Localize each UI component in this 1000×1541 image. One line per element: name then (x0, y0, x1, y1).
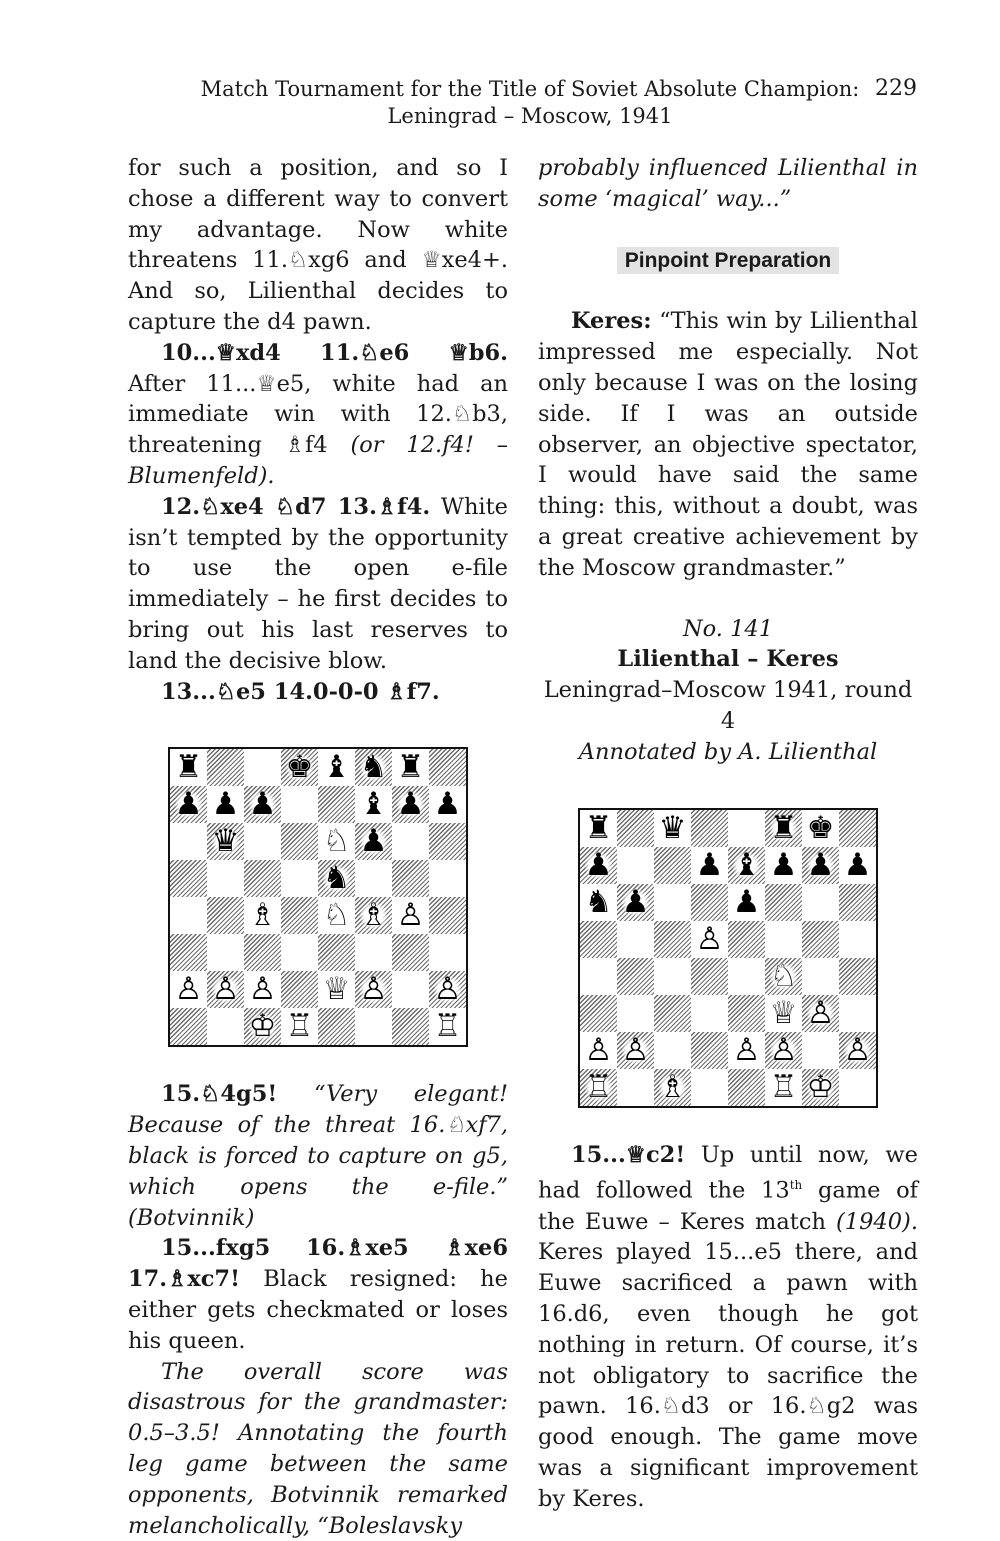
board-square (839, 1032, 876, 1069)
board-square (580, 1032, 617, 1069)
paragraph (128, 492, 508, 677)
board-square (429, 1008, 466, 1045)
chess-piece: ♚ (806, 809, 835, 846)
board-square (691, 1069, 728, 1106)
board-square (207, 860, 244, 897)
board-square (617, 921, 654, 958)
chess-piece: ♝ (322, 749, 351, 786)
board-square (244, 786, 281, 823)
chess-piece: ♘ (322, 823, 351, 860)
board-square (170, 786, 207, 823)
board-square (318, 1008, 355, 1045)
board-square (728, 958, 765, 995)
board-square (802, 847, 839, 884)
chess-piece: ♟ (695, 846, 724, 883)
board-square (207, 971, 244, 1008)
chess-piece: ♛ (658, 809, 687, 846)
board-square (207, 897, 244, 934)
chess-piece: ♞ (322, 860, 351, 897)
chess-piece: ♖ (433, 1008, 462, 1045)
chess-piece: ♟ (584, 846, 613, 883)
chess-piece: ♟ (769, 846, 798, 883)
section-heading (538, 245, 918, 277)
game-annotator: Annotated by A. Lilienthal (578, 738, 878, 765)
board-square (170, 971, 207, 1008)
chess-piece: ♙ (248, 971, 277, 1008)
board-square (691, 810, 728, 847)
board-square (392, 749, 429, 786)
board-square (839, 810, 876, 847)
paragraph: The overall score was disastrous for the grandmaster: 0.5–3.5! Annotating the fourth leg game between the same opponents, Botvinnik remarked melancholically, “Boleslavsky (128, 1358, 508, 1539)
chess-piece: ♚ (285, 749, 314, 786)
board-square (170, 1008, 207, 1045)
board-square (654, 1032, 691, 1069)
board-square (318, 749, 355, 786)
chess-piece: ♔ (806, 1068, 835, 1105)
board-square (802, 995, 839, 1032)
year: (1940). (836, 1208, 918, 1235)
paragraph (128, 1079, 508, 1233)
paragraph (538, 306, 918, 583)
board-square (654, 1069, 691, 1106)
text: After 11...♕e5, white had an immediate win with 12.♘b3, threatening ♗f4 (128, 370, 508, 459)
chess-diagram-1 (168, 747, 468, 1047)
superscript: th (789, 1178, 803, 1193)
board-square (802, 958, 839, 995)
board-square (170, 823, 207, 860)
left-column (128, 153, 508, 1541)
chess-piece: ♗ (248, 897, 277, 934)
board-square (728, 810, 765, 847)
board-square (170, 749, 207, 786)
players: Lilienthal – Keres (617, 646, 839, 673)
text: White isn’t tempted by the opportunity to use the open e-file immediately – he first decides to bring out his last reserves to land the decisive blow. (128, 493, 508, 674)
board-square (802, 1032, 839, 1069)
board-square (691, 921, 728, 958)
board-square (429, 786, 466, 823)
board-square (392, 934, 429, 971)
chess-piece: ♖ (285, 1008, 314, 1045)
chess-piece: ♙ (621, 1031, 650, 1068)
game-number: No. 141 (682, 615, 774, 642)
board-square (580, 995, 617, 1032)
moves: 15...♕c2! (571, 1141, 686, 1168)
moves: 13...♘e5 14.0-0-0 ♗f7. (161, 678, 440, 705)
board-square (281, 823, 318, 860)
paragraph (128, 1233, 508, 1356)
board-square (654, 884, 691, 921)
board-square (728, 995, 765, 1032)
text: Up until now, we had followed the 13 (538, 1141, 918, 1204)
paragraph (538, 1140, 918, 1515)
board-square (355, 860, 392, 897)
board-square (392, 823, 429, 860)
chess-piece: ♜ (584, 809, 613, 846)
board-square (691, 847, 728, 884)
text: “This win by Lilienthal impressed me especially. Not only because I was on the losing side. If I was an outside observer, an objective spectator, I would have said the same thing: this, without a doubt, was a great creative achievement by the Moscow grandmaster.” (538, 308, 918, 581)
board-square (318, 786, 355, 823)
board-square (355, 971, 392, 1008)
board-square (580, 958, 617, 995)
chess-piece: ♟ (359, 823, 388, 860)
chess-piece: ♟ (211, 786, 240, 823)
paragraph (128, 338, 508, 492)
chess-piece: ♖ (769, 1068, 798, 1105)
chess-piece: ♕ (322, 971, 351, 1008)
board-square (281, 897, 318, 934)
chess-piece: ♙ (359, 971, 388, 1008)
moves: 15.♘4g5! (161, 1081, 278, 1108)
board-square (244, 897, 281, 934)
chess-piece: ♙ (584, 1031, 613, 1068)
chess-piece: ♟ (396, 786, 425, 823)
board-square (765, 847, 802, 884)
board-square (281, 1008, 318, 1045)
board-square (765, 884, 802, 921)
board-square (207, 786, 244, 823)
board-square (839, 995, 876, 1032)
chess-piece: ♟ (806, 846, 835, 883)
chess-piece: ♟ (248, 786, 277, 823)
board-square (318, 897, 355, 934)
board-square (429, 749, 466, 786)
board-square (728, 847, 765, 884)
board-square (654, 958, 691, 995)
board-square (355, 749, 392, 786)
board-square (654, 810, 691, 847)
board-square (654, 995, 691, 1032)
board-square (839, 884, 876, 921)
board-square (429, 934, 466, 971)
chess-piece: ♞ (584, 883, 613, 920)
chess-piece: ♙ (806, 994, 835, 1031)
moves: 15...fxg5 16.♗xe5 ♗xe6 17.♗xc7! (128, 1235, 508, 1293)
board-square (281, 786, 318, 823)
chess-piece: ♜ (174, 749, 203, 786)
chess-diagram-2 (578, 808, 878, 1108)
chess-piece: ♙ (769, 1031, 798, 1068)
board-square (839, 847, 876, 884)
board-square (355, 1008, 392, 1045)
page-number: 229 (875, 76, 917, 101)
chess-piece: ♘ (322, 897, 351, 934)
chess-piece: ♙ (211, 971, 240, 1008)
board-square (281, 934, 318, 971)
board-square (728, 921, 765, 958)
board-square (429, 897, 466, 934)
board-square (580, 884, 617, 921)
board-square (244, 749, 281, 786)
speaker: Keres: (571, 308, 652, 335)
chess-piece: ♙ (174, 971, 203, 1008)
chess-piece: ♜ (769, 809, 798, 846)
board-square (802, 810, 839, 847)
board-square (207, 749, 244, 786)
section-title: Pinpoint Preparation (617, 247, 840, 274)
chess-piece: ♞ (359, 749, 388, 786)
chess-piece: ♜ (396, 749, 425, 786)
chess-piece: ♗ (359, 897, 388, 934)
chess-piece: ♟ (433, 786, 462, 823)
chess-piece: ♟ (174, 786, 203, 823)
board-square (392, 971, 429, 1008)
board-square (617, 1069, 654, 1106)
board-square (318, 971, 355, 1008)
chess-piece: ♙ (732, 1031, 761, 1068)
board-square (170, 860, 207, 897)
board-square (392, 897, 429, 934)
chess-piece: ♛ (211, 823, 240, 860)
board-square (244, 860, 281, 897)
board-square (617, 995, 654, 1032)
board-square (244, 823, 281, 860)
chess-piece: ♝ (732, 846, 761, 883)
board-square (580, 847, 617, 884)
board-square (802, 1069, 839, 1106)
board-square (281, 971, 318, 1008)
game-players (538, 644, 918, 675)
board-square (765, 921, 802, 958)
right-column (538, 153, 918, 1515)
board-square (728, 884, 765, 921)
chess-piece: ♟ (843, 846, 872, 883)
board-square (839, 1069, 876, 1106)
chess-piece: ♕ (769, 994, 798, 1031)
chess-piece: ♝ (359, 786, 388, 823)
board-square (207, 934, 244, 971)
board-square (244, 1008, 281, 1045)
chess-piece: ♙ (843, 1031, 872, 1068)
board-square (765, 958, 802, 995)
chess-piece: ♟ (621, 883, 650, 920)
game-event: Leningrad–Moscow 1941, round 4 (543, 677, 913, 734)
board-square (691, 1032, 728, 1069)
paragraph (128, 677, 508, 708)
board-square (429, 860, 466, 897)
board-square (355, 786, 392, 823)
board-square (355, 934, 392, 971)
chess-piece: ♙ (695, 920, 724, 957)
moves: 12.♘xe4 ♘d7 13.♗f4. (161, 493, 431, 520)
moves: 10...♕xd4 11.♘e6 ♕b6. (161, 339, 508, 366)
board-square (765, 1032, 802, 1069)
board-square (580, 1069, 617, 1106)
board-square (839, 921, 876, 958)
board-square (244, 971, 281, 1008)
running-header-line1: Match Tournament for the Title of Soviet Absolute Champion: (200, 77, 860, 101)
board-square (281, 749, 318, 786)
board-square (802, 884, 839, 921)
board-square (318, 860, 355, 897)
board-square (170, 897, 207, 934)
board-square (429, 971, 466, 1008)
board-square (207, 823, 244, 860)
board-square (728, 1032, 765, 1069)
text: game of the Euwe – Keres match (538, 1177, 918, 1235)
board-square (392, 1008, 429, 1045)
paragraph: for such a position, and so I chose a different way to convert my advantage. Now white threatens 11.♘xg6 and ♕xe4+. And so, Lilienthal decides to capture the d4 pawn. (128, 155, 508, 335)
board-square (281, 860, 318, 897)
chess-piece: ♖ (584, 1068, 613, 1105)
board-square (802, 921, 839, 958)
board-square (580, 921, 617, 958)
board-square (355, 823, 392, 860)
text: Keres played 15...e5 there, and Euwe sacrificed a pawn with 16.d6, even though he got nothing in return. Of course, it’s not obligatory to sacrifice the pawn. 16.♘d3 or 16.♘g2 was good enough. The game move was a significant improvement by Keres. (538, 1239, 918, 1512)
board-square (654, 921, 691, 958)
chess-piece: ♔ (248, 1008, 277, 1045)
board-square (392, 786, 429, 823)
chess-piece: ♘ (769, 957, 798, 994)
board-square (654, 847, 691, 884)
board-square (244, 934, 281, 971)
board-square (392, 860, 429, 897)
quote: “Very elegant! Because of the threat 16.♘xf7, black is forced to capture on g5, which opens the e-file.” (Botvinnik) (128, 1081, 508, 1231)
board-square (617, 810, 654, 847)
board-square (691, 884, 728, 921)
board-square (839, 958, 876, 995)
board-square (355, 897, 392, 934)
chess-piece: ♗ (658, 1068, 687, 1105)
board-square (170, 934, 207, 971)
board-square (617, 1032, 654, 1069)
running-header-line2: Leningrad – Moscow, 1941 (387, 104, 673, 128)
board-square (765, 810, 802, 847)
quote: (or 12.f4! – Blumenfeld). (128, 432, 508, 489)
board-square (617, 884, 654, 921)
paragraph: probably influenced Lilienthal in some ‘magical’ way...” (538, 155, 918, 212)
chess-piece: ♙ (396, 897, 425, 934)
board-square (691, 958, 728, 995)
board-square (765, 995, 802, 1032)
board-square (429, 823, 466, 860)
board-square (207, 1008, 244, 1045)
board-square (617, 847, 654, 884)
chess-piece: ♙ (433, 971, 462, 1008)
board-square (728, 1069, 765, 1106)
board-square (765, 1069, 802, 1106)
board-square (580, 810, 617, 847)
board-square (691, 995, 728, 1032)
board-square (617, 958, 654, 995)
board-square (318, 823, 355, 860)
text: Black resigned: he either gets checkmated or loses his queen. (128, 1266, 508, 1354)
chess-piece: ♟ (732, 883, 761, 920)
board-square (318, 934, 355, 971)
